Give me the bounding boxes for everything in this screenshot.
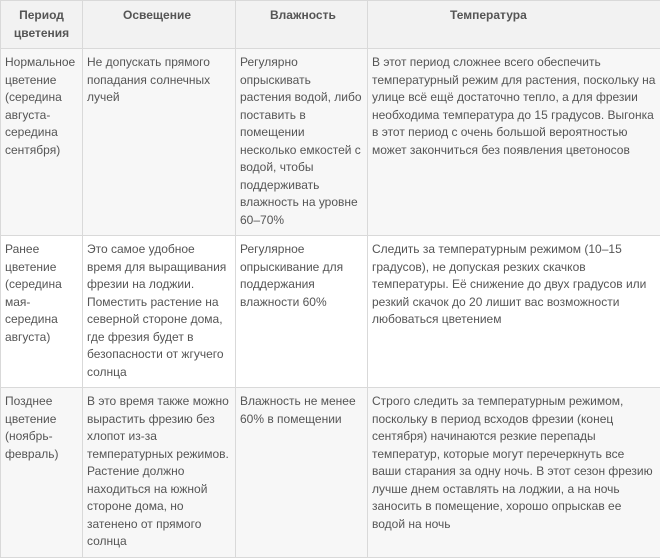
cell-humidity: Регулярно опрыскивать растения водой, либо поставить в помещении несколько емкостей с водой, чтобы поддерживать влажность на уровне 60–70% <box>236 49 368 236</box>
cell-light: Не допускать прямого попадания солнечных лучей <box>83 49 236 236</box>
header-period: Период цветения <box>1 1 83 49</box>
cell-humidity: Влажность не менее 60% в помещении <box>236 388 368 558</box>
cell-humidity: Регулярное опрыскивание для поддержания влажности 60% <box>236 236 368 388</box>
cell-light: Это самое удобное время для выращивания фрезии на лоджии. Поместить растение на северной стороне дома, где фрезия будет в безопасности от жгучего солнца <box>83 236 236 388</box>
table-row <box>1 388 660 558</box>
header-humidity: Влажность <box>236 1 368 49</box>
cell-temperature: В этот период сложнее всего обеспечить температурный режим для растения, поскольку на улице всё ещё достаточно тепло, а для фрезии необходима температура до 15 градусов. Выгонка в этот период с очень большой вероятностью может закончиться без появления цветоносов <box>368 49 660 236</box>
header-row <box>1 1 660 49</box>
cell-period: Ранее цветение (середина мая-середина августа) <box>1 236 83 388</box>
cell-period: Позднее цветение (ноябрь-февраль) <box>1 388 83 558</box>
header-light: Освещение <box>83 1 236 49</box>
cell-temperature: Следить за температурным режимом (10–15 градусов), не допуская резких скачков температуры. Её снижение до двух градусов или резкий скачок до 20 лишит вас возможности любоваться цветением <box>368 236 660 388</box>
table-row <box>1 49 660 236</box>
cell-temperature: Строго следить за температурным режимом, поскольку в период всходов фрезии (конец сентября) начинаются резкие перепады температур, которые могут перечеркнуть все ваши старания за одну ночь. В этот сезон фрезию лучше днем оставлять на лоджии, а на ночь заносить в помещение, хорошо опрыскав ее водой на ночь <box>368 388 660 558</box>
table-row <box>1 236 660 388</box>
header-temperature: Температура <box>368 1 660 49</box>
cell-period: Нормальное цветение (середина августа-середина сентября) <box>1 49 83 236</box>
cell-light: В это время также можно вырастить фрезию без хлопот из-за температурных режимов. Растение должно находиться на южной стороне дома, но затенено от прямого солнца <box>83 388 236 558</box>
